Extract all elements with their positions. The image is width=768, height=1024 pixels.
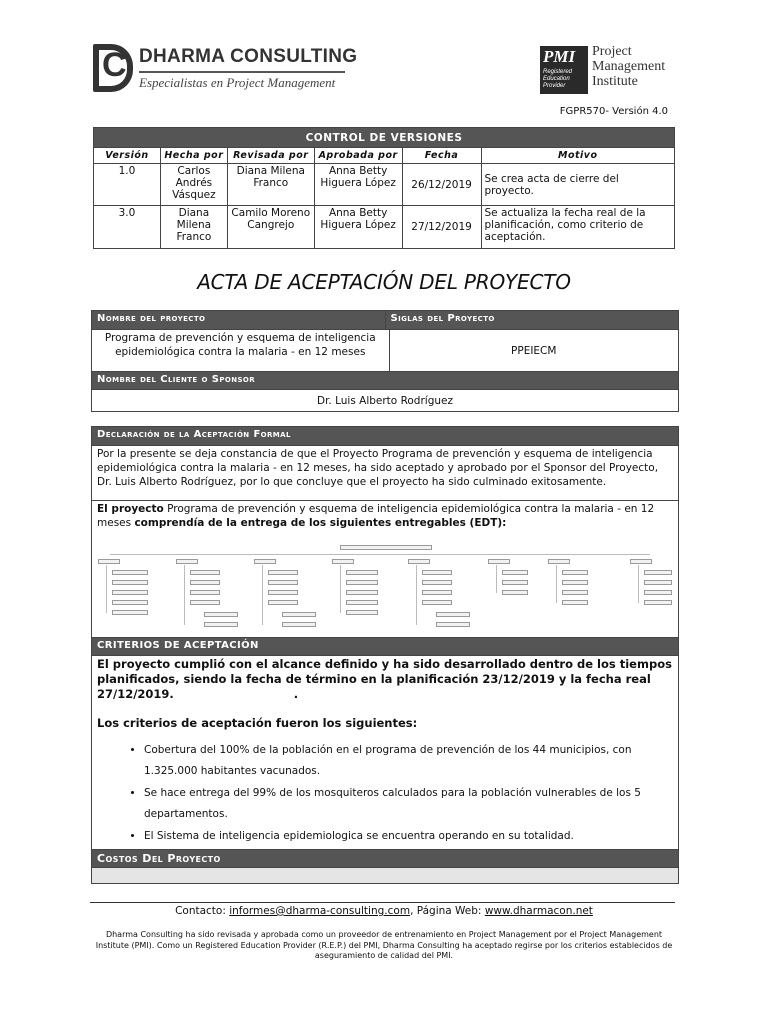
- wbs-root-node: [340, 545, 432, 550]
- costs-label: Costos Del Proyecto: [92, 849, 678, 867]
- cell-version: 3.0: [94, 206, 161, 249]
- wbs-node: [548, 559, 570, 564]
- project-acronym: PPEIECM: [389, 330, 679, 371]
- contact-line: Contacto: informes@dharma-consulting.com, Página Web: www.dharmacon.net: [175, 905, 593, 917]
- website-link[interactable]: www.dharmacon.net: [484, 905, 593, 917]
- wbs-node: [630, 559, 652, 564]
- declaration-label: Declaración de la Aceptación Formal: [92, 427, 678, 445]
- cell-reviewed-by: Diana Milena Franco: [227, 164, 314, 206]
- criteria-body: [92, 655, 678, 849]
- version-control-table: [93, 127, 675, 249]
- cell-reviewed-by: Camilo Moreno Cangrejo: [227, 206, 314, 249]
- column-header: Versión: [94, 148, 161, 164]
- wbs-node: [332, 559, 354, 564]
- column-header: Hecha por: [160, 148, 227, 164]
- costs-body: [92, 867, 678, 883]
- cell-made-by: Diana Milena Franco: [160, 206, 227, 249]
- dharma-logo: [93, 44, 358, 96]
- project-name-label: Nombre del proyecto: [92, 311, 385, 329]
- cell-reason: Se crea acta de cierre del proyecto.: [481, 164, 674, 206]
- form-code: FGPR570- Versión 4.0: [559, 106, 668, 117]
- cell-date: 26/12/2019: [402, 164, 481, 206]
- project-name: Programa de prevención y esquema de inteligencia epidemiológica contra la malaria - en 12 meses: [104, 332, 376, 358]
- wbs-node: [176, 559, 198, 564]
- pmi-logo: [540, 44, 680, 96]
- list-item: • El Sistema de inteligencia epidemiologica se encuentra operando en su totalidad.: [144, 826, 673, 847]
- column-header: Fecha: [402, 148, 481, 164]
- wbs-node: [98, 559, 120, 564]
- column-header: Motivo: [481, 148, 674, 164]
- sponsor-name: Dr. Luis Alberto Rodríguez: [92, 389, 678, 411]
- page-title: ACTA DE ACEPTACIÓN DEL PROYECTO: [197, 270, 571, 294]
- cell-approved-by: Anna Betty Higuera López: [314, 164, 402, 206]
- project-info-section: [91, 310, 679, 412]
- wbs-diagram: [92, 531, 678, 637]
- list-item: • Se hace entrega del 99% de los mosquiteros calculados para la población vulnerables de los 5 departamentos.: [144, 783, 673, 825]
- table-row: [94, 206, 675, 249]
- email-link[interactable]: informes@dharma-consulting.com: [229, 905, 411, 917]
- pmi-name: Project Management Institute: [592, 44, 666, 89]
- criteria-list: [97, 740, 673, 847]
- list-item: • Cobertura del 100% de la población en el programa de prevención de los 44 municipios, con 1.325.000 habitantes vacunados.: [144, 740, 673, 782]
- cell-version: 1.0: [94, 164, 161, 206]
- criteria-label: CRITERIOS DE ACEPTACIÓN: [92, 637, 678, 655]
- criteria-list-title: Los criterios de aceptación fueron los siguientes:: [97, 716, 418, 730]
- declaration-text: Por la presente se deja constancia de que el Proyecto Programa de prevención y esquema de inteligencia epidemiológica contra la malaria - en 12 meses, ha sido aceptado y aprobado por el Sponsor del Proyecto, Dr. Luis Alberto Rodríguez, por lo que concluye que el proyecto ha sido culminado exitosamente.: [92, 445, 678, 501]
- column-header: Aprobada por: [314, 148, 402, 164]
- cell-date: 27/12/2019: [402, 206, 481, 249]
- wbs-node: [254, 559, 276, 564]
- pmi-mark-icon: PMI Registered Education Provider: [540, 46, 588, 94]
- disclaimer: Dharma Consulting ha sido revisada y aprobada como un proveedor de entrenamiento en Project Management por el Project Management Institute (PMI). Como un Registered Education Provider (R.E.P.) del PMI, Dharma Consulting ha aceptado regirse por los criterios establecidos de aseguramiento de calidad del PMI.: [95, 930, 673, 960]
- brand-tagline: Especialistas en Project Management: [139, 75, 336, 90]
- column-header: Revisada por: [227, 148, 314, 164]
- edt-intro: El proyecto Programa de prevención y esquema de inteligencia epidemiológica contra la malaria - en 12 meses comprendía de la entrega de los siguientes entregables (EDT):: [97, 503, 655, 529]
- brand-name: DHARMA CONSULTING: [139, 46, 358, 67]
- cell-reason: Se actualiza la fecha real de la planificación, como criterio de aceptación.: [481, 206, 674, 249]
- brand-divider: [139, 71, 345, 73]
- footer-divider: [90, 902, 675, 903]
- project-acronym-label: Siglas del Proyecto: [385, 311, 679, 329]
- table-row: [94, 164, 675, 206]
- cell-approved-by: Anna Betty Higuera López: [314, 206, 402, 249]
- criteria-summary: El proyecto cumplió con el alcance definido y ha sido desarrollado dentro de los tiempos planificados, siendo la fecha de término en la planificación 23/12/2019 y la fecha real 27/12/2019. .: [97, 657, 672, 701]
- wbs-node: [408, 559, 430, 564]
- sponsor-label: Nombre del Cliente o Sponsor: [92, 371, 678, 389]
- version-table-title: CONTROL DE VERSIONES: [94, 128, 675, 148]
- acceptance-section: [91, 426, 679, 884]
- wbs-node: [488, 559, 510, 564]
- cell-made-by: Carlos Andrés Vásquez: [160, 164, 227, 206]
- dharma-d-icon: [93, 44, 133, 92]
